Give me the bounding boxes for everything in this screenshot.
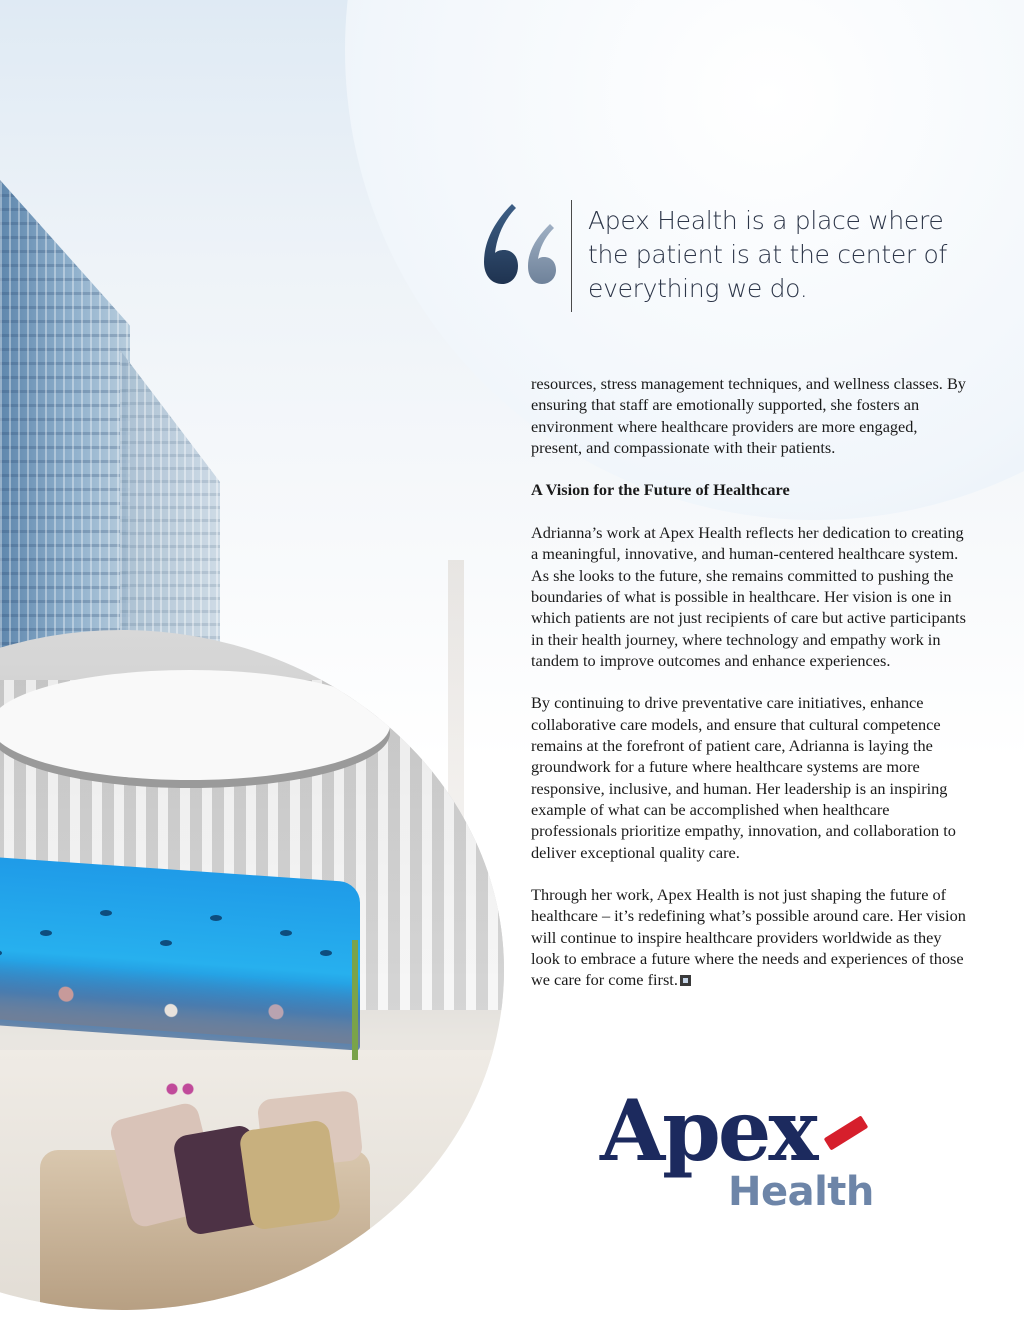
fish-shape: [210, 915, 222, 921]
ceiling-oval: [0, 670, 390, 780]
lobby-photo: [0, 630, 504, 1310]
end-mark-icon: [680, 975, 691, 986]
quote-divider: [571, 200, 572, 312]
article-paragraph-last: [531, 884, 971, 990]
fish-shape: [40, 930, 52, 936]
pull-quote-line: the patient is at the center of: [588, 240, 948, 269]
pull-quote-line: everything we do.: [588, 274, 808, 303]
article-body: [531, 373, 971, 1012]
logo-wordmark-apex: Apex: [600, 1081, 816, 1180]
article-paragraph: resources, stress management techniques, and wellness classes. By ensuring that staff are emotionally supported, she fosters an environment where healthcare providers are more engaged, present, and compassionate with their patients.: [531, 374, 966, 457]
fish-shape: [320, 950, 332, 956]
article-paragraph-text: Through her work, Apex Health is not just shaping the future of healthcare – it’s redefining what’s possible around care. Her vision will continue to inspire healthcare providers worldwide as they look to embrace a future where the needs and experiences of those we care for come first.: [531, 885, 966, 990]
pull-quote: [588, 204, 948, 306]
fish-shape: [160, 940, 172, 946]
orchid-flowers: [160, 1080, 200, 1098]
quote-mark-icon: [478, 200, 558, 286]
fish-shape: [100, 910, 112, 916]
apex-health-logo: [600, 1081, 900, 1226]
fish-shape: [280, 930, 292, 936]
section-heading: A Vision for the Future of Healthcare: [531, 480, 790, 500]
logo-wordmark-health: Health: [728, 1169, 874, 1215]
article-paragraph: By continuing to drive preventative care initiatives, enhance collaborative care models, and ensure that cultural competence remains at the forefront of patient care, Adrianna is laying the groundwork for a future where healthcare systems are more responsive, inclusive, and human. Her leadership is an inspiring example of what can be accomplished when healthcare professionals prioritize empathy, innovation, and collaboration to deliver exceptional quality care.: [531, 693, 956, 862]
pillow: [238, 1119, 341, 1231]
logo-red-slash: [824, 1115, 869, 1150]
article-paragraph: Adrianna’s work at Apex Health reflects her dedication to creating a meaningful, innovative, and human-centered healthcare system. As she looks to the future, she remains committed to pushing the boundaries of what is possible in healthcare. Her vision is one in which patients are not just recipients of care but active participants in their health journey, where technology and empathy work in tandem to improve outcomes and enhance experiences.: [531, 523, 966, 670]
bamboo-plant: [352, 940, 358, 1060]
pull-quote-line: Apex Health is a place where: [588, 206, 944, 235]
